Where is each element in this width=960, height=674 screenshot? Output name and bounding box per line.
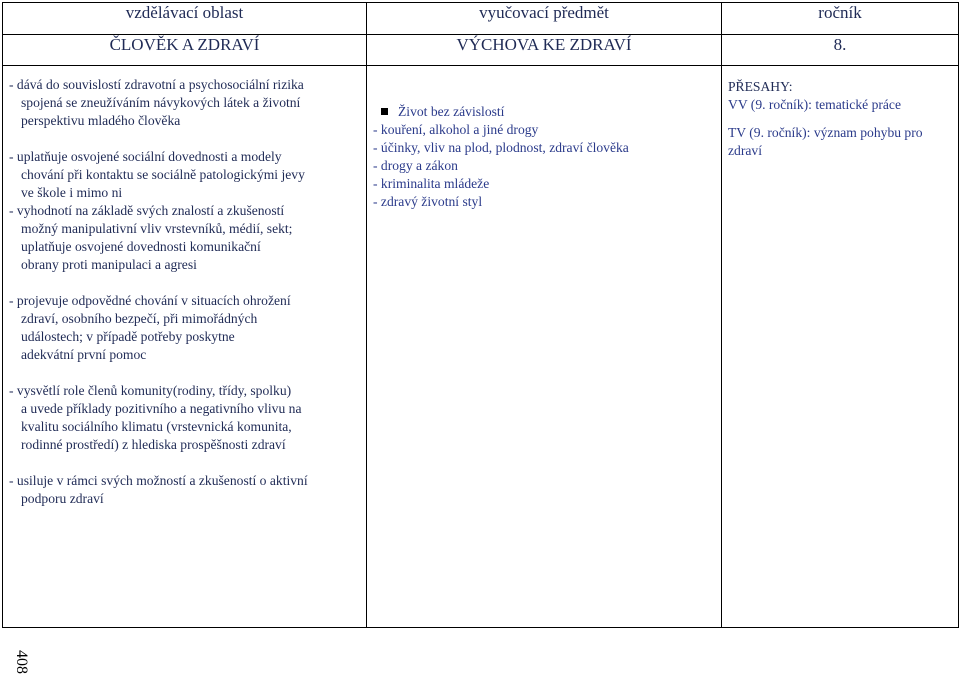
- outcome-line: - vyhodnotí na základě svých znalostí a zkušeností: [9, 203, 285, 218]
- outcome-line: - usiluje v rámci svých možností a zkušeností o aktivní: [9, 473, 308, 488]
- outcome-line: perspektivu mladého člověka: [21, 113, 181, 128]
- topic-title: [381, 103, 717, 121]
- outcome-line: uplatňuje osvojené dovednosti komunikační: [21, 239, 261, 254]
- header-value-area: ČLOVĚK A ZDRAVÍ: [3, 35, 367, 66]
- header-label-subject: vyučovací předmět: [367, 3, 722, 35]
- topic-line: - kouření, alkohol a jiné drogy: [373, 122, 539, 137]
- header-value-grade: 8.: [722, 35, 959, 66]
- outcome-line: chování při kontaktu se sociálně patologickými jevy: [21, 167, 305, 182]
- content-column: [367, 66, 722, 628]
- overlap-item: VV (9. ročník): tematické práce: [728, 97, 901, 112]
- content-row: [3, 66, 959, 628]
- header-label-area: vzdělávací oblast: [3, 3, 367, 35]
- overlaps-column: [722, 66, 959, 628]
- outcome-line: obrany proti manipulaci a agresi: [21, 257, 197, 272]
- outcome-line: možný manipulativní vliv vrstevníků, médií, sekt;: [21, 221, 293, 236]
- outcome-line: - uplatňuje osvojené sociální dovednosti a modely: [9, 149, 282, 164]
- header-value-row: [3, 35, 959, 66]
- header-label-row: [3, 3, 959, 35]
- topic-line: - drogy a zákon: [373, 158, 458, 173]
- overlaps-heading: PŘESAHY:: [728, 79, 793, 94]
- outcome-line: kvalitu sociálního klimatu (vrstevnická komunita,: [21, 419, 292, 434]
- overlap-item: [728, 124, 954, 160]
- outcome-item: [9, 472, 362, 508]
- outcome-item: [9, 292, 362, 364]
- outcome-line: - projevuje odpovědné chování v situacích ohrožení: [9, 293, 291, 308]
- square-bullet-icon: [381, 108, 388, 115]
- outcome-item: [9, 76, 362, 130]
- topic-line: - zdravý životní styl: [373, 194, 483, 209]
- outcome-line: podporu zdraví: [21, 491, 104, 506]
- topic-title-text: Život bez závislostí: [398, 104, 505, 119]
- header-value-subject: VÝCHOVA KE ZDRAVÍ: [367, 35, 722, 66]
- outcome-line: ve škole i mimo ni: [21, 185, 123, 200]
- outcome-item: [9, 382, 362, 454]
- overlap-line: TV (9. ročník): význam pohybu pro: [728, 125, 923, 140]
- outcome-line: a uvede příklady pozitivního a negativního vlivu na: [21, 401, 302, 416]
- curriculum-table: [2, 2, 959, 628]
- header-label-grade: ročník: [722, 3, 959, 35]
- outcome-line: - dává do souvislostí zdravotní a psychosociální rizika: [9, 77, 304, 92]
- overlap-line: zdraví: [728, 143, 762, 158]
- outcome-line: rodinné prostředí) z hlediska prospěšnosti zdraví: [21, 437, 286, 452]
- outcome-line: spojená se zneužíváním návykových látek a životní: [21, 95, 301, 110]
- outcome-line: - vysvětlí role členů komunity(rodiny, třídy, spolku): [9, 383, 292, 398]
- topic-line: - kriminalita mládeže: [373, 176, 490, 191]
- outcome-item: [9, 148, 362, 274]
- outcomes-column: [3, 66, 367, 628]
- page-number: 408: [13, 650, 30, 674]
- outcome-line: událostech; v případě potřeby poskytne: [21, 329, 235, 344]
- outcome-line: adekvátní první pomoc: [21, 347, 147, 362]
- topic-line: - účinky, vliv na plod, plodnost, zdraví člověka: [373, 140, 629, 155]
- outcome-line: zdraví, osobního bezpečí, při mimořádných: [21, 311, 258, 326]
